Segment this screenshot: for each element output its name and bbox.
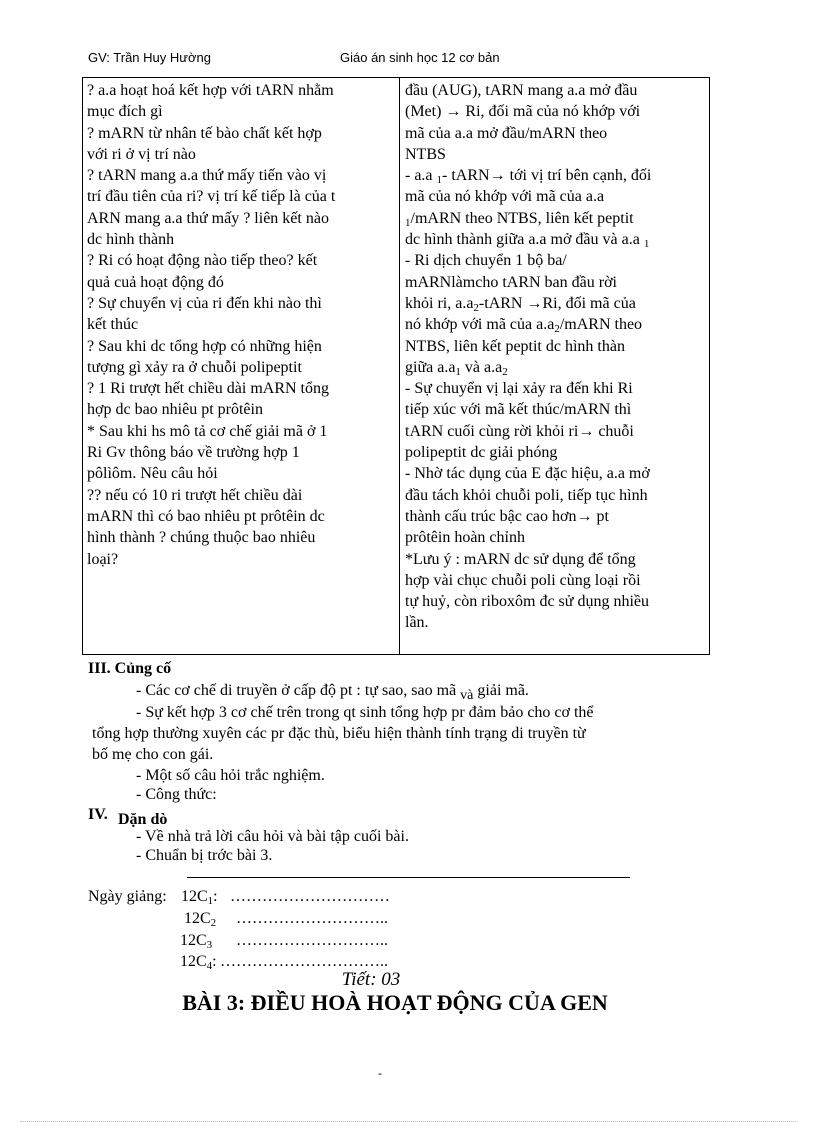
table-line: đầu tách khỏi chuỗi poli, tiếp tục hình: [405, 486, 648, 504]
section4-title: Dặn dò: [118, 811, 168, 828]
table-divider: [399, 78, 400, 654]
class-label: $12C_3$: [180, 932, 213, 951]
page-bottom-border: [20, 1121, 796, 1122]
table-line: mã của nó khớp với mã của a.a: [405, 188, 605, 206]
table-line: mục đích gì: [87, 103, 163, 121]
separator-line: [187, 877, 630, 878]
plan-title: Giáo án sinh học 12 cơ bản: [340, 50, 500, 65]
table-line: pôlìôm. Nêu câu hỏi: [87, 465, 218, 483]
section3-line: - Sự kết hợp 3 cơ chế trên trong qt sinh tổng hợp pr đảm bảo cho cơ thể: [136, 704, 594, 721]
table-line: - Ri dịch chuyển 1 bộ ba/: [405, 252, 567, 270]
class-label: $12C_1$:: [181, 888, 218, 907]
table-line: kết thúc: [87, 316, 139, 334]
table-line: - Sự chuyển vị lại xảy ra đến khi Ri: [405, 380, 633, 398]
table-line: mã của a.a mở đầu/mARN theo: [405, 124, 608, 142]
dotted-blank: ………………………..: [236, 910, 388, 927]
table-line: lần.: [405, 614, 429, 632]
table-line: hợp dc bao nhiêu pt prôtêin: [87, 401, 263, 419]
section3-line: - Một số câu hỏi trắc nghiệm.: [136, 767, 325, 784]
table-line: thành cấu trúc bậc cao hơn→ pt: [405, 507, 609, 525]
table-line: polipeptit dc giải phóng: [405, 444, 558, 462]
class-label: $12C_2$: [184, 910, 217, 929]
table-line: - Nhờ tác dụng của E đặc hiệu, a.a mở: [405, 465, 650, 483]
table-line: ?? nếu có 10 ri trượt hết chiều dài: [87, 486, 303, 504]
table-line: tượng gì xảy ra ở chuỗi polipeptit: [87, 358, 302, 376]
table-line: loại?: [87, 550, 119, 568]
table-line: tARN cuối cùng rời khỏi ri→ chuỗi: [405, 422, 634, 440]
table-line: ? tARN mang a.a thứ mấy tiến vào vị: [87, 167, 327, 185]
table-line: hình thành ? chúng thuộc bao nhiêu: [87, 529, 316, 547]
section3-line: - Các cơ chế di truyền ở cấp độ pt : tự sao, sao mã $_{và}$ giải mã.: [136, 682, 529, 703]
schedule-label: Ngày giảng:: [88, 888, 167, 905]
section3-heading: III. Củng cố: [88, 660, 172, 677]
section4-numeral: IV.: [88, 806, 108, 823]
lesson-title: BÀI 3: ĐIỀU HOÀ HOẠT ĐỘNG CỦA GEN: [182, 990, 608, 1015]
table-line: dc hình thành: [87, 231, 175, 249]
dotted-blank: ………………………..: [236, 932, 388, 949]
section4-line: - Chuẩn bị trớc bài 3.: [136, 847, 273, 864]
table-line: ? a.a hoạt hoá kết hợp với tARN nhằm: [87, 82, 334, 99]
table-line: - a.a $_1$- tARN→ tới vị trí bên cạnh, đối: [405, 167, 652, 187]
class-label: $12C_4$:: [180, 953, 217, 972]
dotted-blank: …………………………..: [220, 953, 388, 970]
table-line: với ri ở vị trí nào: [87, 145, 196, 163]
table-line: ? mARN từ nhân tế bào chất kết hợp: [87, 124, 322, 142]
table-line: nó khớp với mã của $a.a_2$/mARN theo: [405, 316, 643, 336]
table-line: ? Sự chuyển vị của ri đến khi nào thì: [87, 294, 322, 312]
table-line: dc hình thành giữa a.a mở đầu và a.a $_1$: [405, 231, 650, 251]
section3-line: tổng hợp thường xuyên các pr đặc thù, biểu hiện thành tính trạng di truyền từ: [92, 725, 586, 742]
section3-line: - Công thức:: [136, 786, 217, 803]
table-line: mARN thì có bao nhiêu pt prôtêin dc: [87, 507, 325, 525]
table-line: ? 1 Ri trượt hết chiều dài mARN tổng: [87, 380, 329, 398]
period-number: Tiết: 03: [341, 969, 401, 990]
section4-line: - Về nhà trả lời câu hỏi và bài tập cuối bài.: [136, 828, 409, 845]
table-line: khỏi ri, $a.a_2$-tARN →Ri, đối mã của: [405, 294, 636, 314]
dotted-blank: …………………………: [230, 888, 390, 905]
table-line: mARNlàmcho tARN ban đầu rời: [405, 273, 617, 291]
answers-column: [405, 80, 705, 634]
table-line: NTBS: [405, 145, 446, 163]
questions-column: [87, 80, 395, 570]
table-line: * Sau khi hs mô tả cơ chế giải mã ở 1: [87, 422, 328, 440]
table-line: quả cuả hoạt động đó: [87, 273, 224, 291]
table-line: giữa $a.a_1$ và $a.a_2$: [405, 358, 508, 378]
table-line: (Met) → Ri, đối mã của nó khớp với: [405, 103, 641, 121]
table-line: prôtêin hoàn chỉnh: [405, 529, 525, 547]
lesson-table: [82, 77, 710, 655]
table-line: trí đầu tiên của ri? vị trí kế tiếp là của t: [87, 188, 336, 206]
table-line: tiếp xúc với mã kết thúc/mARN thì: [405, 401, 632, 419]
table-line: ? Sau khi dc tổng hợp có những hiện: [87, 337, 322, 355]
table-line: đầu (AUG), tARN mang a.a mở đầu: [405, 82, 638, 99]
table-line: Ri Gv thông báo về trường hợp 1: [87, 444, 300, 462]
teacher-name: GV: Trần Huy Hường: [88, 50, 211, 65]
section3-line: bố mẹ cho con gái.: [92, 746, 214, 763]
table-line: ARN mang a.a thứ mấy ? liên kết nào: [87, 209, 329, 227]
table-line: NTBS, liên kết peptit dc hình thàn: [405, 337, 625, 355]
table-line: tự huỷ, còn riboxôm đc sử dụng nhiều: [405, 593, 649, 611]
table-line: ? Ri có hoạt động nào tiếp theo? kết: [87, 252, 318, 270]
page-mark: -: [378, 1066, 382, 1080]
table-line: *Lưu ý : mARN dc sử dụng để tổng: [405, 550, 636, 568]
table-line: hợp vài chục chuỗi poli cùng loại rồi: [405, 571, 641, 589]
table-line: $_1$/mARN theo NTBS, liên kết peptit: [405, 209, 634, 229]
